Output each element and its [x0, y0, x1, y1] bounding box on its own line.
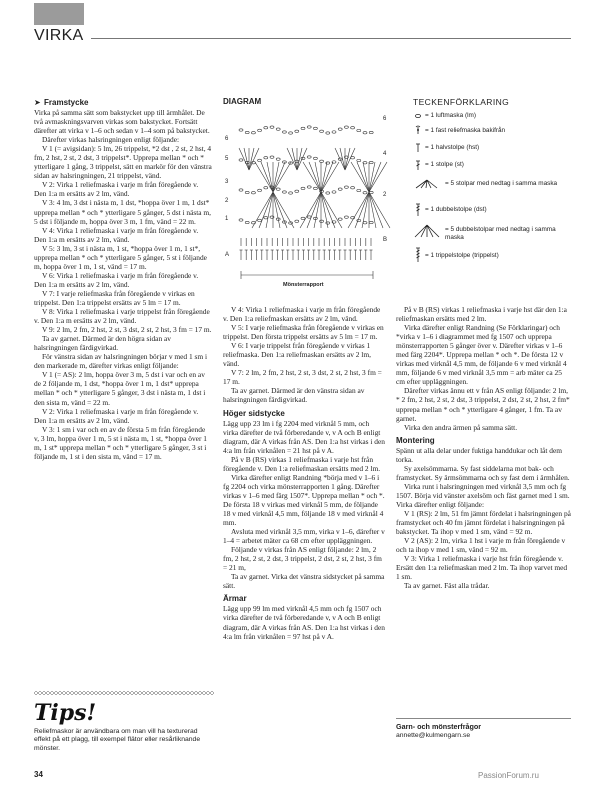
diagram-caption: Mönsterrapport — [283, 282, 324, 288]
row-label-right: 6 — [383, 116, 387, 122]
five-treble-cluster-icon — [415, 225, 439, 237]
section-heading: Montering — [396, 435, 435, 445]
paragraph: På v B (RS) virkas 1 reliefmaska i varje hst från föregående v. Den 1:a reliefmaskan ersätts med 2 lm. — [223, 454, 381, 473]
row-label-left: 3 — [225, 179, 229, 185]
paragraph: V 3: 4 lm, 3 dst i nästa m, 1 dst, *hoppa över 1 m, 1 dst* upprepa mellan * och * ytterligare 5 gånger, 5 dst i nästa m, 5 dst i följande m, hoppa över 3 m, 1 fm, vänd = 22 m. — [34, 198, 212, 226]
paragraph: V 1 (RS): 2 lm, 51 fm jämnt fördelat i halsringningen på framstycket och 40 fm jämnt fördelat i halsringningen på bakstycket. Ta ihop v med 1 sm, vänd = 92 m. — [396, 508, 571, 537]
row-label-left: 5 — [225, 156, 229, 162]
chain-icon — [416, 114, 421, 117]
paragraph: Därefter virkas halsringningen enligt följande: — [42, 135, 180, 145]
paragraph: Virka på samma sätt som bakstycket upp till ärmhålet. De två avmaskningsvarven virkas som bakstycket. Fortsätt därefter att virka v 1–6 och sedan v 1–4 som på bakstycket. — [34, 108, 210, 136]
column-2 — [223, 305, 386, 641]
arrow-icon: ➤ — [34, 98, 41, 107]
tips-text: Reliefmaskor är användbara om man vill ha texturerad effekt på ett plagg, till exempel flätor eller resårliknande mönster. — [34, 728, 201, 752]
paragraph: V 2: Virka 1 reliefmaska i varje m från föregående v. Den 1:a m ersätts av 2 lm, vänd. — [34, 406, 199, 425]
paragraph: V 7: 2 lm, 2 fm, 2 hst, 2 st, 3 dst, 2 st, 2 hst, 3 fm = 17 m. — [223, 368, 382, 387]
double-crochet-icon — [416, 161, 420, 170]
section-title: VIRKA — [34, 27, 84, 44]
row-label-left: 6 — [225, 136, 229, 142]
paragraph: V 2: Virka 1 reliefmaska i varje m från föregående v. Den 1:a m ersätts av 2 lm, vänd. — [34, 180, 199, 199]
paragraph: V 7: I varje reliefmaska från föregående v virkas en trippelst. Den 1:a trippelst ersätts av 5 lm = 17 m. — [34, 288, 195, 307]
legend-item: = 1 stolpe (st) — [425, 161, 464, 168]
paragraph: Virka den andra ärmen på samma sätt. — [404, 422, 518, 432]
paragraph: V 5: 3 lm, 3 st i nästa m, 1 st, *hoppa över 1 m, 1 st*, upprepa mellan * och * ytterligare 5 gånger, 5 st i följande m, hoppa över 1 m, 1 st, vänd = 17 m. — [34, 243, 207, 271]
section-logo-box — [34, 3, 84, 25]
paragraph: Ta av garnet. Därmed är den högra sidan av halsringningen färdigvirkad. — [34, 334, 171, 353]
contact-email[interactable]: annette@kulmengarn.se — [396, 732, 471, 739]
half-double-icon — [416, 144, 420, 152]
five-dc-cluster-icon — [416, 180, 437, 188]
paragraph: Därefter virkas ännu ett v från AS enligt följande: 2 lm, * 2 fm, 2 hst, 2 st, 2 dst, 3 trippelst, 2 dst, 2 st, 2 hst, 2 fm* upprepa mellan * och * ytterligare 4 gånger, 1 fm. Ta av garnet. — [396, 386, 570, 423]
paragraph: V 8: Virka 1 reliefmaska i varje trippelst från föregående v. Den 1:a m ersätts av 2 lm, vänd. — [34, 307, 210, 326]
paragraph: V 3: 1 sm i var och en av de första 5 m från föregående v, 3 lm, hoppa över 1 m, 5 st i nästa m, 1 st, *hoppa över 1 m, 1 st* upprepa mellan * och * ytterligare 5 gånger, 3 st i följande m, 1 st i den sista m, vänd = 17 m. — [34, 424, 207, 461]
column-1 — [34, 98, 212, 461]
row-label-right: 2 — [383, 192, 387, 198]
legend-title: TECKENFÖRKLARING — [413, 97, 510, 107]
tips-heading: Tips! — [34, 700, 97, 726]
paragraph: Lägg upp 23 lm i fg 2204 med virknål 5 mm, och virka därefter de två förberedande v, v A och B enligt diagram, där A virkas från AS. Den 1:a hst virkas i den 4:a lm från virknålen = 21 hst på v A. — [223, 418, 385, 455]
paragraph: För vänstra sidan av halsringningen börjar v med 1 sm i den markerade m, därefter virkas enligt följande: — [34, 352, 208, 371]
section-logo — [34, 3, 84, 45]
paragraph: Virka runt i halsringningen med virknål 3,5 mm och fg 1507. Börja vid vänster axelsöm och fäst garnet med 1 sm. Virka därefter enligt följande: — [396, 481, 570, 509]
paragraph: V 6: Virka 1 reliefmaska i varje m från föregående v. Den 1:a m ersätts av 2 lm, vänd. — [34, 270, 199, 289]
yarn-contact-rule — [396, 718, 571, 719]
paragraph: V 1 (= avigsidan): 5 lm, 26 trippelst, *2 dst , 2 st, 2 hst, 4 fm, 2 hst, 2 st, 2 dst, 3 trippelst*. Upprepa mellan * och * ytterligare 1 gång, 3 trippelst, sätt en markör för den vänstra sidan av halsringningen, 21 trippelst, vänd. — [34, 144, 212, 181]
watermark: PassionForum.ru — [478, 771, 539, 780]
paragraph: Ta av garnet. Virka det vänstra sidstycket på samma sätt. — [223, 572, 385, 591]
row-label-left: 2 — [225, 198, 229, 204]
legend-item: = 1 luftmaska (lm) — [425, 112, 476, 119]
paragraph: V 1 (= AS): 2 lm, hoppa över 3 m, 5 dst i var och en av de 2 följande m, 1 dst, *hoppa över 1 m, 1 dst* upprepa mellan * och * ytterligare 5 gånger, 3 dst i nästa m, 1 dst i den sista m, vänd = 22 m. — [34, 370, 206, 407]
yarn-contact — [396, 718, 571, 739]
paragraph: På v B (RS) virkas 1 reliefmaska i varje hst där den 1:a reliefmaskan ersätts med 2 lm. — [396, 305, 567, 324]
legend-item: = 5 stolpar med nedtag i samma maska — [445, 180, 558, 187]
paragraph: V 4: Virka 1 reliefmaska i varje m från föregående v. Den 1:a m ersätts av 2 lm, vänd. — [34, 225, 199, 244]
paragraph: Följande v virkas från AS enligt följande: 2 lm, 2 fm, 2 hst, 2 st, 2 dst, 3 trippelst, 2 dst, 2 st, 2 hst, 3 fm = 21 m, — [223, 545, 382, 573]
legend-item: = 5 dubbelstolpar med nedtag i samma maska — [445, 226, 556, 241]
paragraph: Sy axelsömmarna. Sy fast siddelarna mot bak- och framstycket. Sy ärmsömmarna och sy fast dem i ärmhålen. — [396, 463, 570, 482]
row-label-left: 1 — [225, 216, 229, 222]
paragraph: Ta av garnet. Fäst alla trådar. — [404, 581, 490, 591]
legend-item: = 1 trippelstolpe (trippelst) — [425, 252, 499, 259]
section-heading: Framstycke — [44, 98, 89, 107]
header-rule — [91, 38, 571, 39]
section-heading: Höger sidstycke — [223, 408, 285, 418]
paragraph: Avsluta med virknål 3,5 mm, virka v 1–6, därefter v 1–4 = arbetet mäter ca 68 cm efter uppläggningen. — [223, 527, 385, 546]
paragraph: V 2 (AS): 2 lm, virka 1 hst i varje m från föregående v och ta ihop v med 1 sm, vänd = 92 m. — [396, 536, 566, 555]
paragraph: Ta av garnet. Därmed är den vänstra sidan av halsringningen färdigvirkad. — [223, 386, 365, 405]
legend-item: = 1 halvstolpe (hst) — [425, 144, 480, 151]
paragraph: Spänn ut alla delar under fuktiga handdukar och låt dem torka. — [396, 445, 563, 464]
row-label-left: A — [225, 252, 230, 258]
paragraph: V 4: Virka 1 reliefmaska i varje m från föregående v. Den 1:a reliefmaskan ersätts av 2 lm, vänd. — [223, 305, 381, 324]
treble-icon — [416, 204, 420, 216]
column-3 — [396, 305, 571, 590]
paragraph: Virka därefter enligt Randning *börja med v 1–6 i fg 2204 och virka mönsterrapporten 1 gång. Därefter virkas v 1–6 med färg 1507*. Upprepa mellan * och *. De första 18 v virkas med virknål 5 mm, de följande 18 v med virknål 4,5 mm, följande 18 v med virknål 4 mm. — [223, 472, 385, 528]
legend-item: = 1 fast reliefmaska bakifrån — [425, 127, 506, 134]
paragraph: V 9: 2 lm, 2 fm, 2 hst, 2 st, 3 dst, 2 st, 2 hst, 3 fm = 17 m. — [42, 325, 212, 335]
legend-item: = 1 dubbelstolpe (dst) — [425, 206, 487, 213]
paragraph: Virka därefter enligt Randning (Se Förklaringar) och *virka v 1–6 i diagrammet med fg 1507 och upprepa mönsterrapporten 5 gånger över v. Därefter virkas v 1–6 med färg 2204*. Upprepa mellan * och *. De första 12 v virkas med virknål 4,5 mm, de följande 6 v med virknål 4 mm, följande 6 v med virknål 3,5 mm = arb mäter ca 25 cm efter uppläggningen. — [396, 323, 567, 387]
tips-box — [34, 700, 214, 753]
paragraph: Lägg upp 99 lm med virknål 4,5 mm och fg 1507 och virka därefter de två förberedande v, v A och B enligt diagram, där A virkas från AS. Den 1:a hst virkas i den 4:a lm från virknålen = 97 hst på v A. — [223, 604, 385, 641]
diagram-title: DIAGRAM — [223, 97, 262, 106]
crochet-diagram — [223, 110, 393, 300]
paragraph: V 3: Virka 1 reliefmaska i varje hst från föregående v. Ersätt den 1:a reliefmaskan med 2 lm. Ta ihop varvet med 1 sm. — [396, 554, 568, 582]
row-label-right: 4 — [383, 151, 387, 157]
page-number: 34 — [34, 770, 43, 779]
yarn-contact-title: Garn- och mönsterfrågor — [396, 722, 482, 731]
triple-treble-icon — [416, 248, 420, 262]
dotted-divider — [34, 690, 214, 696]
paragraph: V 6: I varje trippelst från föregående v virkas 1 reliefmaska. Den 1:a reliefmaskan ersätts av 2 lm, vänd. — [223, 341, 371, 369]
paragraph: V 5: I varje reliefmaska från föregående v virkas en trippelst. Den första trippelst ersätts av 5 lm = 17 m. — [223, 323, 384, 342]
section-heading: Ärmar — [223, 594, 247, 604]
row-label-right: B — [383, 237, 388, 243]
